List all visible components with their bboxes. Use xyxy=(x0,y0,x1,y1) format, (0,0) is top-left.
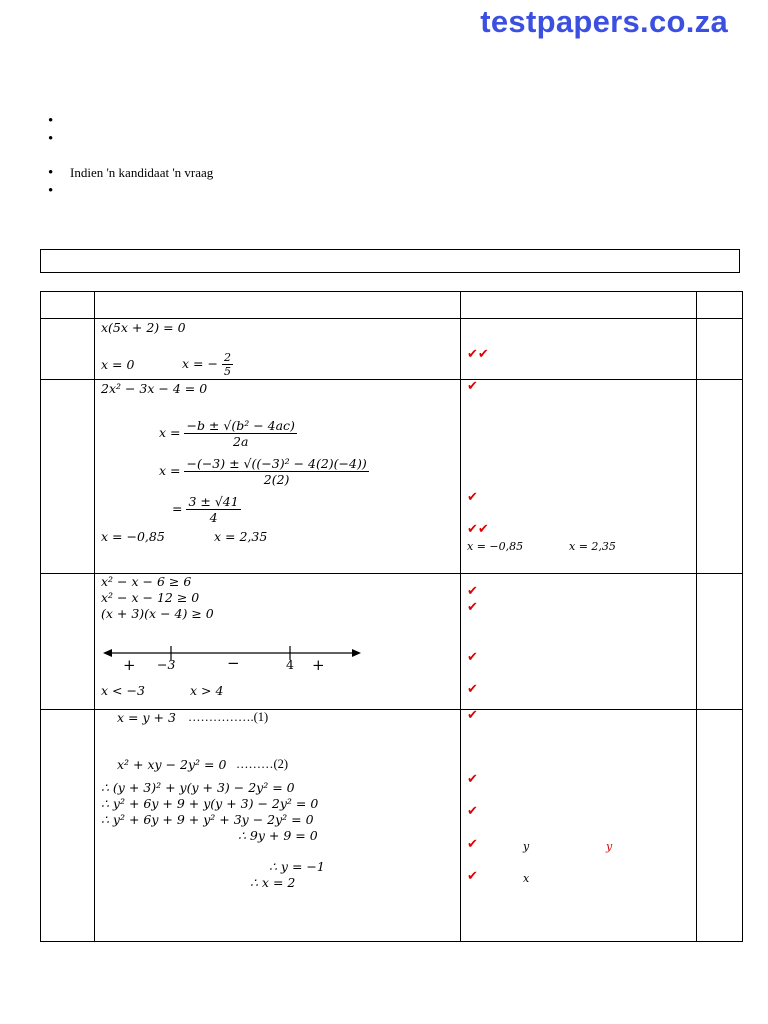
number-line-tick-label-4: 4 xyxy=(286,657,294,672)
q2-mark-answer-a: x = −0,85 xyxy=(467,540,524,553)
bullet-item-1 xyxy=(48,112,213,130)
double-tick-icon: ✔✔ xyxy=(467,522,489,537)
number-line-plus-right: + xyxy=(312,656,325,674)
q2-answer-b: x = 2,35 xyxy=(214,529,268,544)
tick-icon: ✔ xyxy=(467,869,478,884)
q3-answer-b: x > 4 xyxy=(190,683,224,698)
instruction-list xyxy=(48,112,213,200)
table-row xyxy=(41,710,743,942)
number-line-plus-left: + xyxy=(123,656,136,674)
solution-cell-q3 xyxy=(95,574,461,710)
q2-formula-1: x = $\frac{\text{−b ± √(b² − 4ac)}}{2a}$ xyxy=(159,418,295,449)
tick-icon: ✔ xyxy=(467,584,478,599)
q4-line-2-tag: ………(2) xyxy=(236,757,289,771)
marks-cell-q1 xyxy=(461,319,697,380)
tick-icon: ✔ xyxy=(467,600,478,615)
tick-icon: ✔ xyxy=(467,804,478,819)
q4-line-1-tag: …………….(1) xyxy=(188,710,269,724)
q4-mark-y-label-red: y xyxy=(606,840,613,853)
tick-icon: ✔ xyxy=(467,708,478,723)
tick-icon: ✔ xyxy=(467,379,478,394)
memo-table xyxy=(40,291,743,942)
table-header-row xyxy=(41,292,743,319)
tick-icon: ✔ xyxy=(467,490,478,505)
q2-formula-2: x = $\frac{\text{−(−3) ± √((−3)² − 4(2)(−4))}}{2(2)}$ xyxy=(159,456,367,487)
q3-answer-a: x < −3 xyxy=(101,683,145,698)
q1-answer-a: x = 0 xyxy=(101,357,135,372)
solution-cell-q1 xyxy=(95,319,461,380)
q3-line-1: x² − x − 6 ≥ 6 xyxy=(101,574,192,589)
q2-line-1: 2x² − 3x − 4 = 0 xyxy=(101,381,208,396)
header-cell-total xyxy=(697,292,743,319)
q4-mark-y-label: y xyxy=(523,840,530,853)
marks-cell-q4 xyxy=(461,710,697,942)
question-title-box xyxy=(40,249,740,273)
q4-line-7: ∴ y = −1 xyxy=(269,859,325,874)
bullet-item-4 xyxy=(48,182,213,200)
solution-cell-q4 xyxy=(95,710,461,942)
q4-line-2: x² + xy − 2y² = 0 xyxy=(117,757,227,772)
table-row xyxy=(41,574,743,710)
tick-icon: ✔ xyxy=(467,772,478,787)
header-cell-solution xyxy=(95,292,461,319)
q3-line-3: (x + 3)(x − 4) ≥ 0 xyxy=(101,606,214,621)
q4-line-5: ∴ y² + 6y + 9 + y² + 3y − 2y² = 0 xyxy=(101,812,314,827)
brand-watermark: testpapers.co.za xyxy=(480,4,728,39)
q2-answer-a: x = −0,85 xyxy=(101,529,165,544)
bullet-item-2 xyxy=(48,130,213,148)
table-row xyxy=(41,380,743,574)
number-line-tick-label-neg3: −3 xyxy=(157,657,176,672)
header-cell-marks xyxy=(461,292,697,319)
tick-icon: ✔ xyxy=(467,837,478,852)
q4-line-6: ∴ 9y + 9 = 0 xyxy=(238,828,318,843)
solution-cell-q2 xyxy=(95,380,461,574)
q1-answer-b: x = − $\frac{2}{5}$ xyxy=(182,351,231,378)
number-line-minus-middle: − xyxy=(227,654,240,672)
q4-line-3: ∴ (y + 3)² + y(y + 3) − 2y² = 0 xyxy=(101,780,295,795)
marks-cell-q2 xyxy=(461,380,697,574)
q1-fraction: $\frac{2}{5}$ xyxy=(223,351,231,378)
q3-line-2: x² − x − 12 ≥ 0 xyxy=(101,590,200,605)
header-cell-number xyxy=(41,292,95,319)
marks-cell-q3 xyxy=(461,574,697,710)
q4-line-8: ∴ x = 2 xyxy=(250,875,296,890)
q4-mark-x-label: x xyxy=(523,872,530,885)
q4-line-1: x = y + 3 xyxy=(117,710,176,725)
tick-icon: ✔ xyxy=(467,682,478,697)
bullet-item-3: • Indien 'n kandidaat 'n vraag xyxy=(48,164,213,182)
double-tick-icon: ✔✔ xyxy=(467,347,489,362)
table-row xyxy=(41,319,743,380)
q2-formula-3: = $\frac{3 \pm √41}{4}$ xyxy=(172,494,239,525)
q2-mark-answer-b: x = 2,35 xyxy=(569,540,616,553)
q4-line-4: ∴ y² + 6y + 9 + y(y + 3) − 2y² = 0 xyxy=(101,796,319,811)
q1-line-1: x(5x + 2) = 0 xyxy=(101,320,186,335)
tick-icon: ✔ xyxy=(467,650,478,665)
